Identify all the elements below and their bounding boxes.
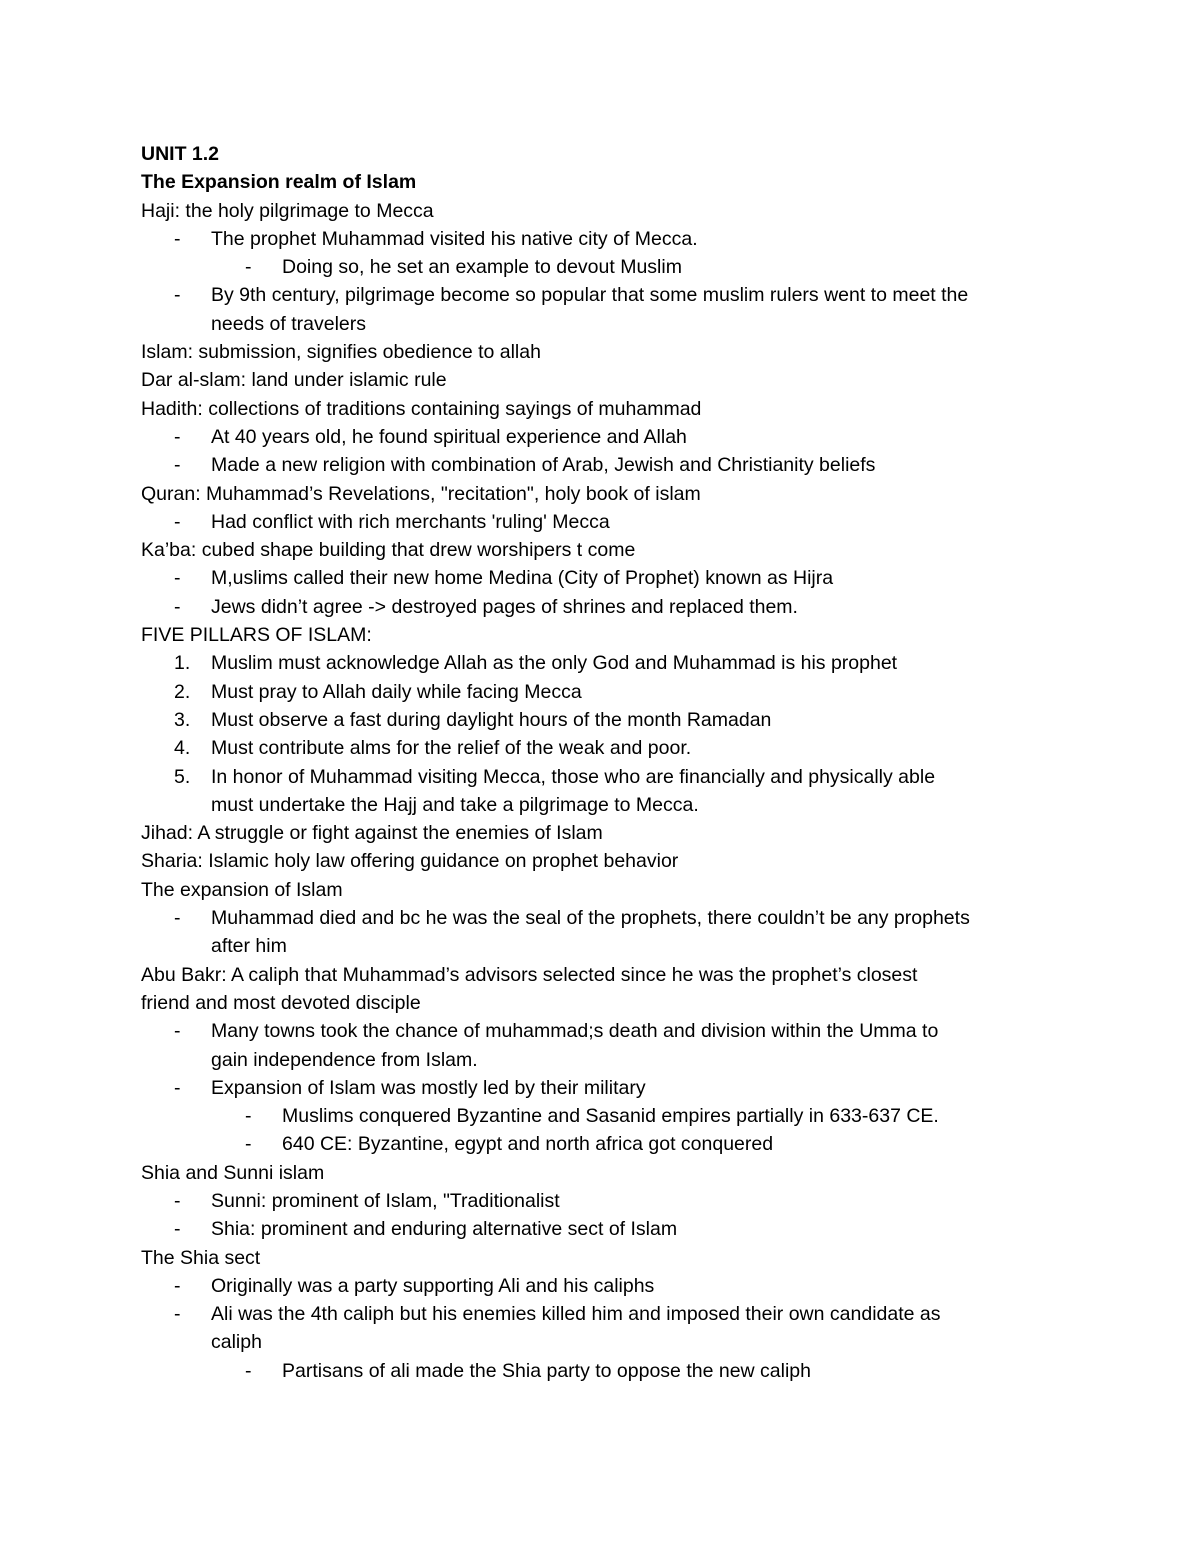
bullet-item [141,1017,1071,1045]
bullet-item [141,1074,1071,1102]
bullet-dash: - [245,256,252,279]
line-text: Must contribute alms for the relief of the weak and poor. [211,737,692,760]
line-text: Must observe a fast during daylight hours of the month Ramadan [211,708,772,731]
term-line [141,338,1071,366]
line-text: Islam: submission, signifies obedience to allah [141,341,541,364]
line-text: Sharia: Islamic holy law offering guidance on prophet behavior [141,850,679,873]
list-number: 5. [174,765,191,788]
bullet-dash: - [174,1189,181,1212]
line-text: Muhammad died and bc he was the seal of the prophets, there couldn’t be any prophets [211,907,970,930]
line-text: Had conflict with rich merchants 'ruling' Mecca [211,510,610,533]
line-text: FIVE PILLARS OF ISLAM: [141,624,372,647]
line-text: caliph [211,1331,262,1354]
line-text: Shia and Sunni islam [141,1161,325,1184]
line-text: The prophet Muhammad visited his native city of Mecca. [211,227,698,250]
term-line [141,197,1071,225]
line-text: Shia: prominent and enduring alternative sect of Islam [211,1218,678,1241]
term-line [141,621,1071,649]
line-text: By 9th century, pilgrimage become so popular that some muslim rulers went to meet the [211,284,969,307]
list-item-continuation [141,1046,1071,1074]
line-text: Quran: Muhammad’s Revelations, "recitation", holy book of islam [141,482,701,505]
numbered-list-item [141,706,1071,734]
bullet-item [141,1187,1071,1215]
term-line [141,819,1071,847]
bullet-item [141,225,1071,253]
bullet-item [141,904,1071,932]
line-text: Originally was a party supporting Ali and his caliphs [211,1274,655,1297]
bullet-item [141,1215,1071,1243]
bullet-dash: - [174,425,181,448]
section-title [141,168,1071,196]
line-text: Muslim must acknowledge Allah as the only God and Muhammad is his prophet [211,652,898,675]
line-text: UNIT 1.2 [141,143,220,165]
term-line [141,847,1071,875]
line-text: The Expansion realm of Islam [141,171,417,194]
term-line [141,480,1071,508]
line-text: In honor of Muhammad visiting Mecca, those who are financially and physically able [211,765,936,788]
line-text: after him [211,935,287,958]
numbered-list-item [141,734,1071,762]
bullet-item [141,423,1071,451]
bullet-item [141,281,1071,309]
document-page [141,140,1071,1385]
bullet-dash: - [174,284,181,307]
bullet-item [141,253,1071,281]
bullet-dash: - [245,1359,252,1382]
bullet-item [141,1130,1071,1158]
line-text: Muslims conquered Byzantine and Sasanid empires partially in 633-637 CE. [282,1105,939,1128]
bullet-dash: - [174,454,181,477]
line-text: Hadith: collections of traditions containing sayings of muhammad [141,397,702,420]
bullet-dash: - [174,510,181,533]
bullet-item [141,1357,1071,1385]
list-number: 1. [174,652,191,675]
term-line [141,1159,1071,1187]
bullet-item [141,1300,1071,1328]
bullet-dash: - [174,1303,181,1326]
line-text: Jihad: A struggle or fight against the enemies of Islam [141,822,603,845]
list-number: 4. [174,737,191,760]
line-text: M,uslims called their new home Medina (City of Prophet) known as Hijra [211,567,834,590]
bullet-item [141,1272,1071,1300]
list-item-continuation [141,310,1071,338]
numbered-list-item [141,649,1071,677]
bullet-dash: - [245,1133,252,1156]
bullet-item [141,564,1071,592]
line-text: Many towns took the chance of muhammad;s death and division within the Umma to [211,1020,939,1043]
line-text: friend and most devoted disciple [141,991,421,1014]
line-text: 640 CE: Byzantine, egypt and north africa got conquered [282,1133,774,1156]
line-text: The expansion of Islam [141,878,343,901]
bullet-dash: - [174,1076,181,1099]
list-number: 2. [174,680,191,703]
line-text: Doing so, he set an example to devout Muslim [282,256,682,279]
bullet-dash: - [245,1105,252,1128]
bullet-item [141,451,1071,479]
bullet-item [141,593,1071,621]
term-line [141,1244,1071,1272]
bullet-dash: - [174,1218,181,1241]
bullet-dash: - [174,567,181,590]
line-text: Ali was the 4th caliph but his enemies killed him and imposed their own candidate as [211,1303,941,1326]
line-text: gain independence from Islam. [211,1048,478,1071]
line-text: Jews didn’t agree -> destroyed pages of shrines and replaced them. [211,595,798,618]
bullet-dash: - [174,595,181,618]
line-text: Made a new religion with combination of Arab, Jewish and Christianity beliefs [211,454,876,477]
line-text: Haji: the holy pilgrimage to Mecca [141,199,434,222]
bullet-dash: - [174,227,181,250]
numbered-list-item [141,678,1071,706]
bullet-item [141,1102,1071,1130]
line-text: Abu Bakr: A caliph that Muhammad’s advisors selected since he was the prophet’s closest [141,963,918,986]
bullet-dash: - [174,1020,181,1043]
unit-heading [141,140,1071,168]
term-line [141,395,1071,423]
bullet-dash: - [174,1274,181,1297]
line-text: At 40 years old, he found spiritual experience and Allah [211,425,687,448]
line-text: Must pray to Allah daily while facing Mecca [211,680,582,703]
line-text: Ka’ba: cubed shape building that drew worshipers t come [141,539,636,562]
term-line [141,366,1071,394]
line-text: Expansion of Islam was mostly led by their military [211,1076,646,1099]
line-text: The Shia sect [141,1246,261,1269]
list-item-continuation [141,932,1071,960]
term-line [141,989,1071,1017]
line-text: needs of travelers [211,312,367,335]
numbered-list-item [141,763,1071,791]
term-line [141,536,1071,564]
line-text: Dar al-slam: land under islamic rule [141,369,447,392]
line-text: Sunni: prominent of Islam, "Traditionalist [211,1189,560,1212]
list-item-continuation [141,791,1071,819]
list-number: 3. [174,708,191,731]
list-item-continuation [141,1328,1071,1356]
bullet-dash: - [174,907,181,930]
line-text: Partisans of ali made the Shia party to oppose the new caliph [282,1359,811,1382]
line-text: must undertake the Hajj and take a pilgrimage to Mecca. [211,793,699,816]
term-line [141,961,1071,989]
bullet-item [141,508,1071,536]
term-line [141,876,1071,904]
